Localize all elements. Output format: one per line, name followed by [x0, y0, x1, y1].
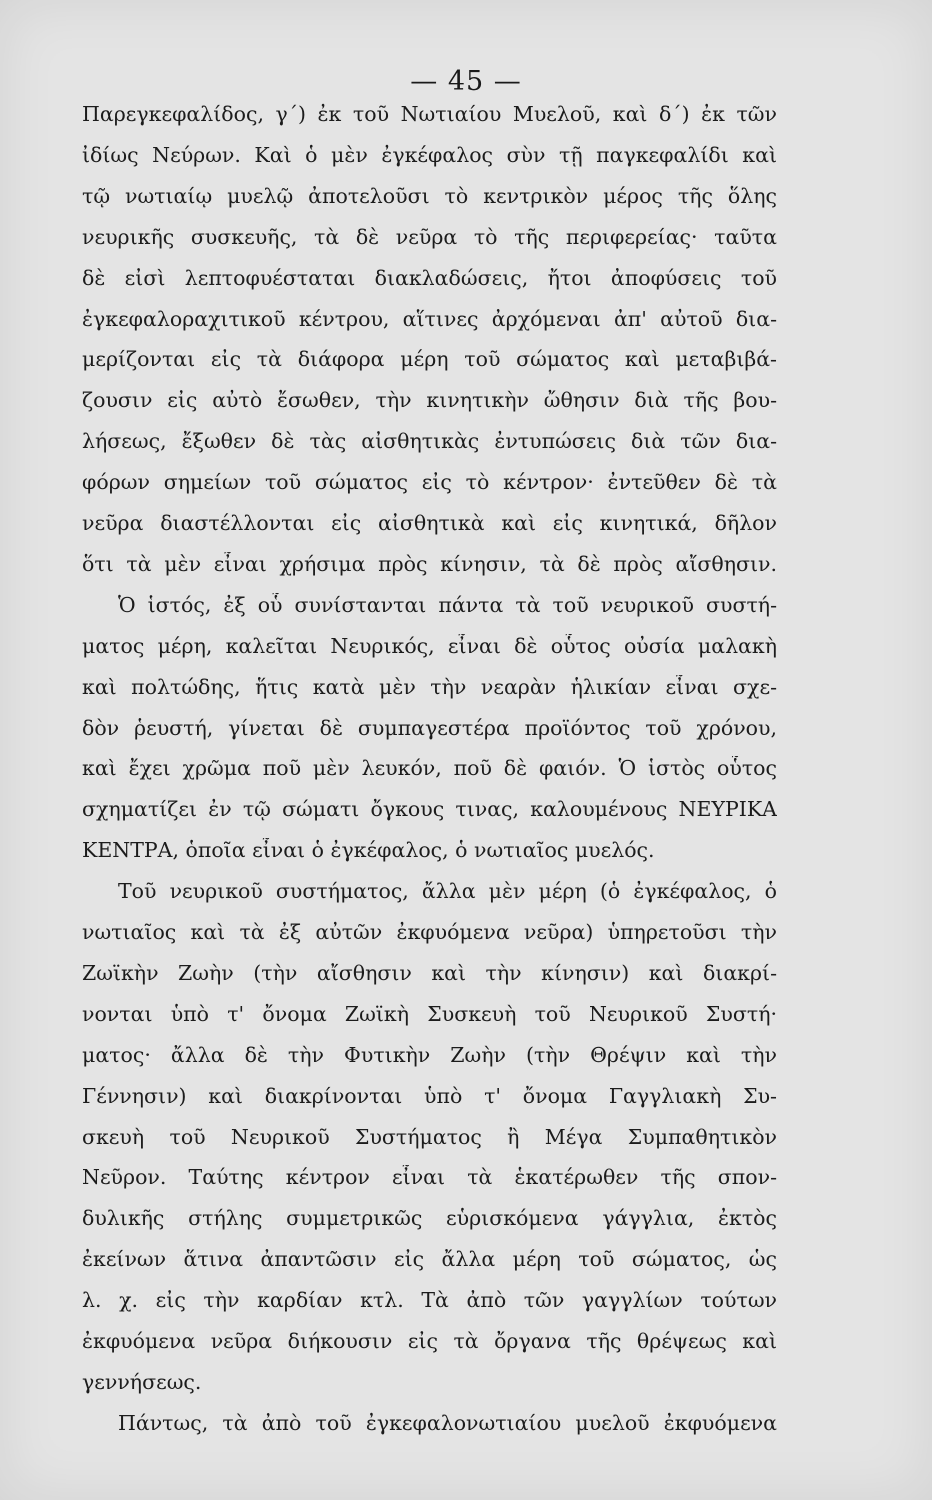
- text-line: ὅτι τὰ μὲν εἶναι χρήσιμα πρὸς κίνησιν, τὰ δὲ πρὸς αἴσθησιν.: [82, 551, 777, 576]
- text-line: Τοῦ νευρικοῦ συστήματος, ἄλλα μὲν μέρη (ὁ ἐγκέφαλος, ὁ: [118, 879, 777, 904]
- text-line: σκευὴ τοῦ Νευρικοῦ Συστήματος ἢ Μέγα Συμπαθητικὸν: [82, 1124, 777, 1149]
- text-line: Ζωϊκὴν Ζωὴν (τὴν αἴσθησιν καὶ τὴν κίνησιν) καὶ διακρί-: [82, 960, 777, 985]
- text-line: ἐκείνων ἅτινα ἀπαντῶσιν εἰς ἄλλα μέρη τοῦ σώματος, ὡς: [82, 1247, 777, 1272]
- text-line: καὶ πολτώδης, ἥτις κατὰ μὲν τὴν νεαρὰν ἡλικίαν εἶναι σχε-: [82, 674, 777, 699]
- text-line: λήσεως, ἔξωθεν δὲ τὰς αἰσθητικὰς ἐντυπώσεις διὰ τῶν δια-: [82, 429, 777, 454]
- text-line: δὸν ῥευστή, γίνεται δὲ συμπαγεστέρα προϊόντος τοῦ χρόνου,: [82, 715, 777, 740]
- text-line: μερίζονται εἰς τὰ διάφορα μέρη τοῦ σώματος καὶ μεταβιβά-: [82, 347, 777, 372]
- text-line: λ. χ. εἰς τὴν καρδίαν κτλ. Τὰ ἀπὸ τῶν γαγγλίων τούτων: [82, 1288, 777, 1313]
- page-number: — 45 —: [410, 66, 522, 97]
- text-line: σχηματίζει ἐν τῷ σώματι ὄγκους τινας, καλουμένους ΝΕΥΡΙΚΑ: [82, 797, 777, 822]
- text-line: ἐκφυόμενα νεῦρα διήκουσιν εἰς τὰ ὄργανα τῆς θρέψεως καὶ: [82, 1329, 777, 1353]
- text-line: τῷ νωτιαίῳ μυελῷ ἀποτελοῦσι τὸ κεντρικὸν μέρος τῆς ὅλης: [82, 183, 777, 208]
- text-line: νευρικῆς συσκευῆς, τὰ δὲ νεῦρα τὸ τῆς περιφερείας· ταῦτα: [82, 224, 777, 249]
- text-line: ἰδίως Νεύρων. Καὶ ὁ μὲν ἐγκέφαλος σὺν τῇ παγκεφαλίδι καὶ: [82, 142, 777, 167]
- text-line: νονται ὑπὸ τ' ὄνομα Ζωϊκὴ Συσκευὴ τοῦ Νευρικοῦ Συστή·: [82, 1001, 777, 1026]
- text-line: νωτιαῖος καὶ τὰ ἐξ αὐτῶν ἐκφυόμενα νεῦρα) ὑπηρετοῦσι τὴν: [82, 920, 777, 944]
- text-line: καὶ ἔχει χρῶμα ποῦ μὲν λευκόν, ποῦ δὲ φαιόν. Ὁ ἱστὸς οὗτος: [82, 756, 777, 781]
- text-line: Νεῦρον. Ταύτης κέντρον εἶναι τὰ ἑκατέρωθεν τῆς σπον-: [82, 1165, 777, 1190]
- text-line: ΚΕΝΤΡΑ, ὁποῖα εἶναι ὁ ἐγκέφαλος, ὁ νωτιαῖος μυελός.: [82, 838, 655, 863]
- text-line: ματος μέρη, καλεῖται Νευρικός, εἶναι δὲ οὗτος οὐσία μαλακὴ: [82, 633, 777, 658]
- text-line: νεῦρα διαστέλλονται εἰς αἰσθητικὰ καὶ εἰς κινητικά, δῆλον: [82, 511, 777, 535]
- text-line: ματος· ἄλλα δὲ τὴν Φυτικὴν Ζωὴν (τὴν Θρέψιν καὶ τὴν: [82, 1042, 777, 1067]
- text-line: Πάντως, τὰ ἀπὸ τοῦ ἐγκεφαλονωτιαίου μυελοῦ ἐκφυόμενα: [118, 1410, 777, 1435]
- text-line: Γέννησιν) καὶ διακρίνονται ὑπὸ τ' ὄνομα Γαγγλιακὴ Συ-: [82, 1083, 777, 1108]
- text-line: Παρεγκεφαλίδος, γ΄) ἐκ τοῦ Νωτιαίου Μυελοῦ, καὶ δ΄) ἐκ τῶν: [82, 102, 777, 126]
- text-line: δὲ εἰσὶ λεπτοφυέσταται διακλαδώσεις, ἤτοι ἀποφύσεις τοῦ: [82, 265, 777, 290]
- text-line: γεννήσεως.: [82, 1369, 202, 1394]
- text-line: φόρων σημείων τοῦ σώματος εἰς τὸ κέντρον· ἐντεῦθεν δὲ τὰ: [82, 470, 777, 495]
- text-line: Ὁ ἱστός, ἐξ οὗ συνίστανται πάντα τὰ τοῦ νευρικοῦ συστή-: [118, 592, 777, 617]
- text-line: δυλικῆς στήλης συμμετρικῶς εὑρισκόμενα γάγγλια, ἐκτὸς: [82, 1206, 777, 1231]
- text-line: ζουσιν εἰς αὐτὸ ἔσωθεν, τὴν κινητικὴν ὤθησιν διὰ τῆς βου-: [82, 388, 777, 413]
- text-line: ἐγκεφαλοραχιτικοῦ κέντρου, αἵτινες ἀρχόμεναι ἀπ' αὐτοῦ δια-: [82, 306, 777, 331]
